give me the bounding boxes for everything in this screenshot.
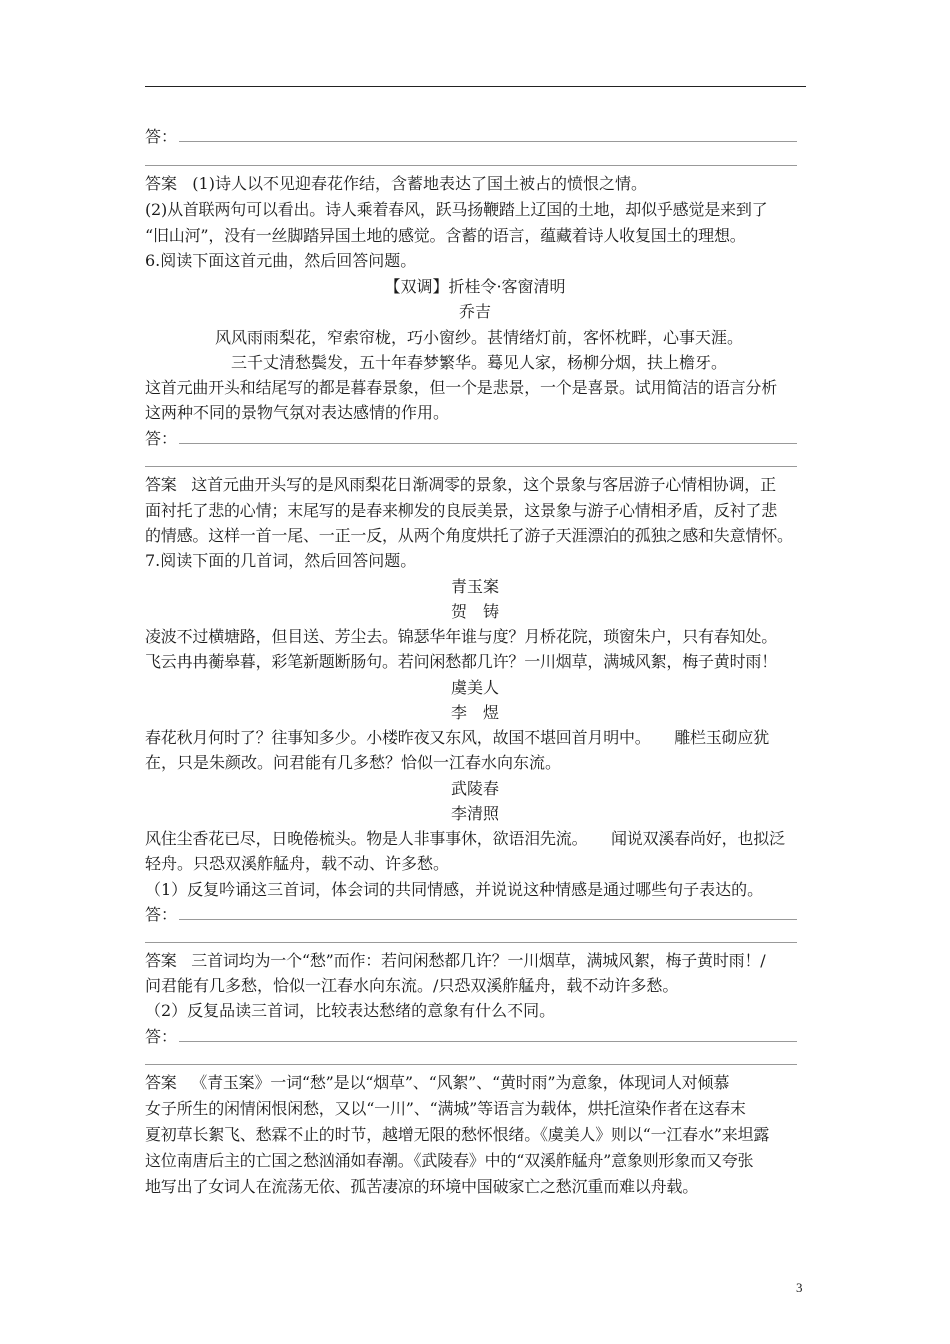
poem-line: 风风雨雨梨花，窄索帘栊，巧小窗纱。甚情绪灯前，客怀枕畔，心事天涯。 [215,328,744,347]
poem-line: 凌波不过横塘路，但目送、芳尘去。锦瑟华年谁与度？月桥花院，琐窗朱户，只有春知处。 [145,627,778,646]
poem-author: 李 煜 [450,703,499,722]
poem-line-text: 三千丈清愁鬓发，五十年春梦繁华。蓦见人家，杨柳分烟，扶上檐牙。 [231,353,728,372]
poem-title: 【双调】折桂令·客窗清明 [384,277,566,296]
poem-author: 李清照 [450,804,499,823]
answer-paragraph [145,950,805,972]
answer-text: 《青玉案》一词“愁”是以“烟草”、“风絮”、“黄时雨”为意象，体现词人对倾慕 [191,1073,730,1092]
answer-blank-line[interactable] [145,904,805,926]
poem-line: 春花秋月何时了？往事知多少。小楼昨夜又东风，故国不堪回首月明中。 雕栏玉砌应犹 [145,728,770,747]
answer-blank-line[interactable] [145,126,805,148]
answer-blank-line[interactable] [145,428,805,450]
answer-text: 这首元曲开头写的是风雨梨花日渐凋零的景象，这个景象与客居游子心情相协调，正 [191,475,776,494]
answer-text: (2)从首联两句可以看出。诗人乘着春风，跃马扬鞭踏上辽国的土地，却似乎感觉是来到了 [145,200,768,219]
answer-label: 答案 [145,174,178,193]
blank-rule [145,165,797,166]
answer-paragraph [145,173,805,195]
answer-text: 三首词均为一个“愁”而作：若问闲愁都几许？一川烟草，满城风絮，梅子黄时雨！/ [191,951,766,970]
answer-text: (1)诗人以不见迎春花作结，含蓄地表达了国土被占的愤恨之情。 [192,174,647,193]
header-rule [145,86,806,87]
blank-rule [145,1064,797,1065]
answer-label: 答案 [145,1073,177,1092]
answer-text: 的情感。这样一首一尾、一正一反，从两个角度烘托了游子天涯漂泊的孤独之感和失意情怀。 [145,526,793,545]
poem-title: 青玉案 [450,577,499,596]
answer-text: 问君能有几多愁，恰似一江春水向东流。/只恐双溪舴艋舟，载不动许多愁。 [145,976,679,995]
poem-title: 虞美人 [450,678,499,697]
answer-prompt: 答： [145,1027,178,1046]
question-text: 这两种不同的景物气氛对表达感情的作用。 [145,403,450,422]
poem-line [215,352,805,374]
answer-text: 面衬托了悲的心情；末尾写的是春来柳发的良辰美景，这景象与游子心情相矛盾，反衬了悲 [145,501,778,520]
answer-prompt: 答： [145,127,178,146]
answer-label: 答案 [145,475,177,494]
answer-paragraph [145,1072,805,1094]
question-prompt: 7.阅读下面的几首词，然后回答问题。 [145,551,417,570]
answer-text: 夏初草长絮飞、愁霖不止的时节，越增无限的愁怀恨绪。《虞美人》则以“一江春水”来坦露 [145,1125,770,1144]
answer-prompt: 答： [145,429,178,448]
answer-paragraph [145,474,805,496]
poem-line: 风住尘香花已尽，日晚倦梳头。物是人非事事休，欲语泪先流。 闻说双溪春尚好，也拟泛 [145,829,785,848]
poem-line: 飞云冉冉蘅皋暮，彩笔新题断肠句。若问闲愁都几许？一川烟草，满城风絮，梅子黄时雨！ [145,652,778,671]
poem-title: 武陵春 [450,779,499,798]
poem-line: 在，只是朱颜改。问君能有几多愁？恰似一江春水向东流。 [145,753,562,772]
answer-blank-line[interactable] [145,1026,805,1048]
poem-line: 轻舟。只恐双溪舴艋舟，载不动、许多愁。 [145,854,450,873]
poem-author: 贺 铸 [450,602,499,621]
blank-rule [145,942,797,943]
question-prompt: 6.阅读下面这首元曲，然后回答问题。 [145,251,417,270]
sub-question: （1）反复吟诵这三首词，体会词的共同情感，并说说这种情感是通过哪些句子表达的。 [145,880,764,899]
question-text: 这首元曲开头和结尾写的都是暮春景象，但一个是悲景，一个是喜景。试用简洁的语言分析 [145,378,778,397]
answer-label: 答案 [145,951,177,970]
answer-text: “旧山河”，没有一丝脚踏异国土地的感觉。含蓄的语言，蕴藏着诗人收复国土的理想。 [145,226,746,245]
page-number: 3 [796,1280,803,1295]
answer-text: 地写出了女词人在流荡无依、孤苦凄凉的环境中国破家亡之愁沉重而难以舟载。 [145,1177,699,1196]
answer-text: 女子所生的闲情闲恨闲愁，又以“一川”、“满城”等语言为载体，烘托渲染作者在这春末 [145,1099,746,1118]
answer-text: 这位南唐后主的亡国之愁汹涌如春潮。《武陵春》中的“双溪舴艋舟”意象则形象而又夸张 [145,1151,754,1170]
blank-rule [145,466,797,467]
sub-question: （2）反复品读三首词，比较表达愁绪的意象有什么不同。 [145,1001,556,1020]
answer-prompt: 答： [145,905,178,924]
poem-author: 乔吉 [458,302,491,321]
